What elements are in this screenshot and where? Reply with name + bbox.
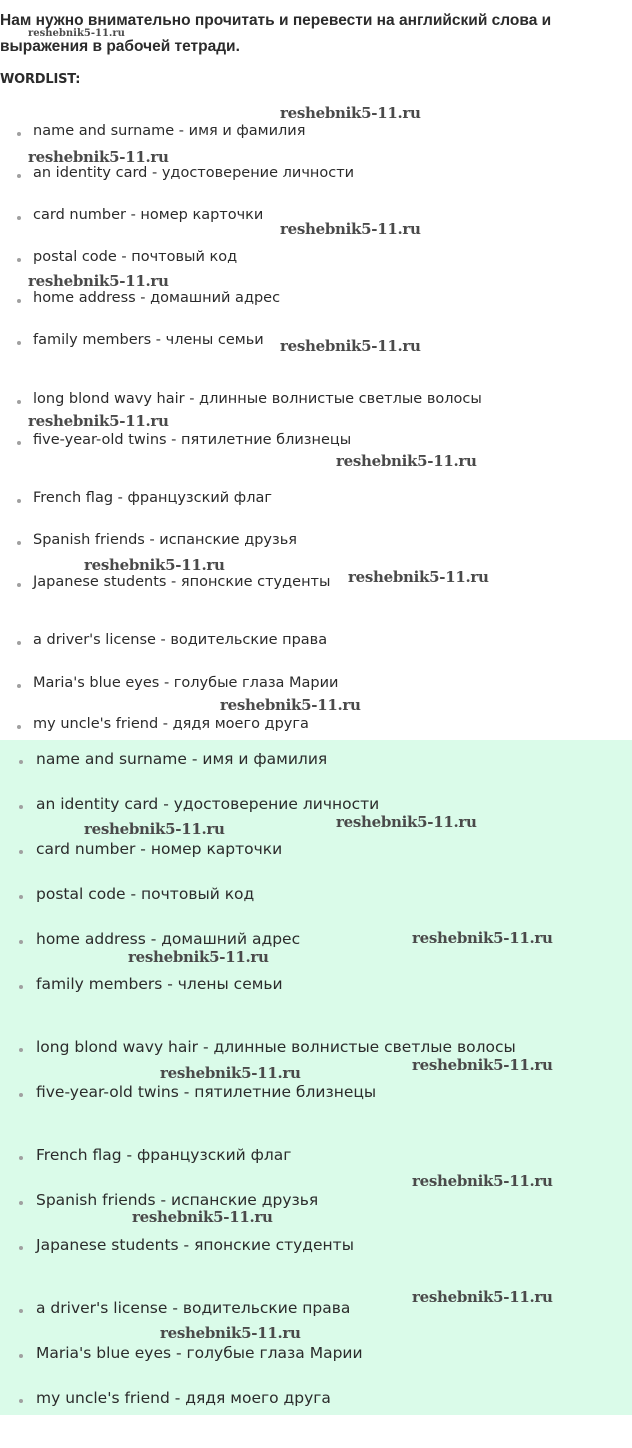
list-item: family members - члены семьи (36, 975, 283, 993)
watermark: reshebnik5-11.ru (412, 1172, 553, 1190)
watermark: reshebnik5-11.ru (412, 1288, 553, 1306)
list-item: Maria's blue eyes - голубые глаза Марии (36, 1344, 363, 1362)
watermark: reshebnik5-11.ru (28, 28, 125, 39)
list-item: a driver's license - водительские права (33, 632, 327, 648)
bullet-icon (17, 400, 21, 404)
bullet-icon (17, 684, 21, 688)
list-item: five-year-old twins - пятилетние близнецы (36, 1083, 376, 1101)
watermark: reshebnik5-11.ru (84, 820, 225, 838)
list-item: home address - домашний адрес (33, 290, 280, 306)
watermark: reshebnik5-11.ru (280, 220, 421, 238)
bullet-icon (19, 1048, 23, 1052)
list-item: long blond wavy hair - длинные волнистые светлые волосы (33, 391, 482, 407)
list-item: card number - номер карточки (33, 207, 263, 223)
list-item: an identity card - удостоверение личности (33, 165, 354, 181)
list-item: card number - номер карточки (36, 840, 282, 858)
watermark: reshebnik5-11.ru (220, 696, 361, 714)
list-item: Spanish friends - испанские друзья (33, 532, 297, 548)
intro-line-2: выражения в рабочей тетради. (0, 38, 240, 55)
list-item: family members - члены семьи (33, 332, 264, 348)
watermark: reshebnik5-11.ru (280, 337, 421, 355)
bullet-icon (17, 441, 21, 445)
list-item: Spanish friends - испанские друзья (36, 1191, 318, 1209)
bullet-icon (17, 641, 21, 645)
bullet-icon (19, 1309, 23, 1313)
bullet-icon (19, 940, 23, 944)
list-item: five-year-old twins - пятилетние близнецы (33, 432, 351, 448)
bullet-icon (17, 299, 21, 303)
list-item: French flag - французский флаг (33, 490, 272, 506)
list-item: postal code - почтовый код (33, 249, 237, 265)
bullet-icon (19, 985, 23, 989)
bullet-icon (17, 499, 21, 503)
bullet-icon (17, 258, 21, 262)
bullet-icon (17, 132, 21, 136)
list-item: home address - домашний адрес (36, 930, 300, 948)
list-item: name and surname - имя и фамилия (36, 750, 327, 768)
bullet-icon (17, 583, 21, 587)
wordlist-heading: WORDLIST: (0, 72, 81, 87)
watermark: reshebnik5-11.ru (28, 148, 169, 166)
list-item: name and surname - имя и фамилия (33, 123, 305, 139)
watermark: reshebnik5-11.ru (412, 929, 553, 947)
list-item: French flag - французский флаг (36, 1146, 291, 1164)
watermark: reshebnik5-11.ru (336, 452, 477, 470)
bullet-icon (19, 1156, 23, 1160)
watermark: reshebnik5-11.ru (160, 1324, 301, 1342)
bullet-icon (19, 1246, 23, 1250)
watermark: reshebnik5-11.ru (336, 813, 477, 831)
bullet-icon (19, 805, 23, 809)
bullet-icon (19, 1093, 23, 1097)
list-item: long blond wavy hair - длинные волнистые светлые волосы (36, 1038, 516, 1056)
bullet-icon (19, 1201, 23, 1205)
watermark: reshebnik5-11.ru (132, 1208, 273, 1226)
bullet-icon (17, 725, 21, 729)
watermark: reshebnik5-11.ru (28, 412, 169, 430)
list-item: postal code - почтовый код (36, 885, 254, 903)
bullet-icon (19, 895, 23, 899)
list-item: Japanese students - японские студенты (36, 1236, 354, 1254)
watermark: reshebnik5-11.ru (28, 272, 169, 290)
bullet-icon (17, 541, 21, 545)
bullet-icon (17, 216, 21, 220)
watermark: reshebnik5-11.ru (412, 1056, 553, 1074)
watermark: reshebnik5-11.ru (128, 948, 269, 966)
list-item: my uncle's friend - дядя моего друга (33, 716, 309, 732)
watermark: reshebnik5-11.ru (348, 568, 489, 586)
bullet-icon (17, 174, 21, 178)
watermark: reshebnik5-11.ru (160, 1064, 301, 1082)
watermark: reshebnik5-11.ru (280, 104, 421, 122)
bullet-icon (19, 1354, 23, 1358)
bullet-icon (19, 1399, 23, 1403)
bullet-icon (19, 850, 23, 854)
watermark: reshebnik5-11.ru (84, 556, 225, 574)
bullet-icon (17, 341, 21, 345)
intro-line-1: Нам нужно внимательно прочитать и перевести на английский слова и (0, 12, 552, 29)
list-item: my uncle's friend - дядя моего друга (36, 1389, 331, 1407)
list-item: Maria's blue eyes - голубые глаза Марии (33, 675, 338, 691)
list-item: a driver's license - водительские права (36, 1299, 350, 1317)
bullet-icon (19, 760, 23, 764)
list-item: Japanese students - японские студенты (33, 574, 330, 590)
list-item: an identity card - удостоверение личности (36, 795, 379, 813)
